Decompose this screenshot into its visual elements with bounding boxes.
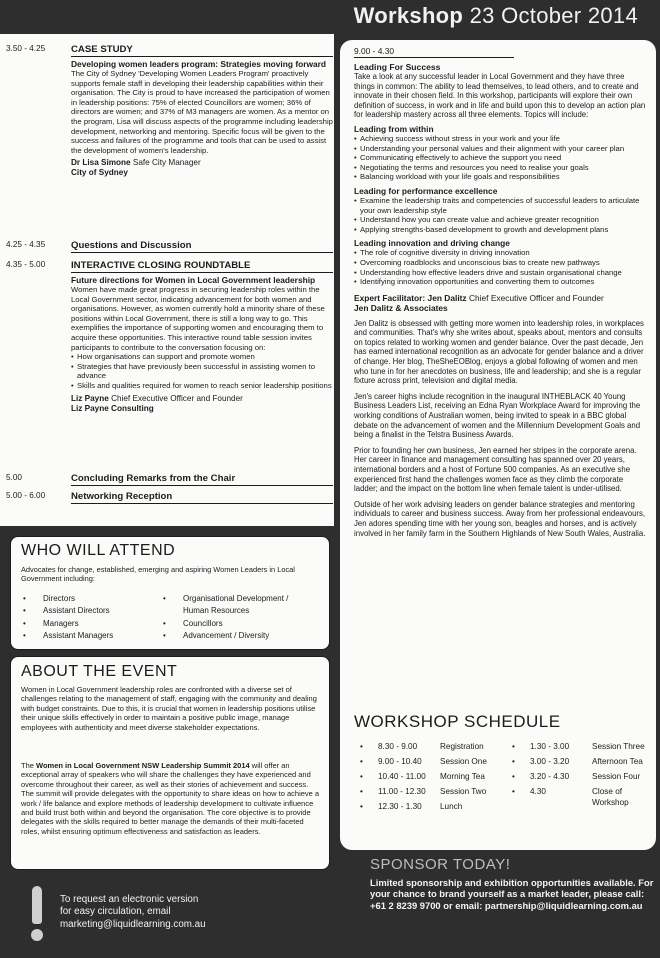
session-title: INTERACTIVE CLOSING ROUNDTABLE [71,260,333,273]
about-paragraph-2 [21,761,323,836]
schedule-time: 3.00 - 3.20 [530,757,570,766]
text-run: will offer an exceptional array of speakers who will share the challenges they have experienced and overcome throughout their career, as well as their stories of achievement and success. The summit will provide delegates with the opportunity to share ideas on how to achieve a work / life balance and explore methods of leadership development to cultivate influence and build trust both within and beyond the organisation. The core objective is to provide delegates with the skills required to better manage the demands of their multi-faceted roles, whilst ensuring optimum effectiveness and satisfaction as leaders. [21,761,320,836]
bullet: • [512,772,515,781]
attend-list-2 [161,593,288,643]
session-description: Women have made great progress in securing leadership roles within the Local Government sector, indicating advancement for both women and organisations. However, as women currently hold a minority share of these positions within Local Government, there is still a long way to go. This exemplifies the importance of supporting women and encouraging them to acquire these opportunities. This interactive round table session invites participants to contribute to the conversation focusing on: [71,285,325,352]
bio-paragraph: Outside of her work advising leaders on gender balance strategies and mentoring individuals to career and business success. Away from her professional endeavours, Jen adores spending time with her young son, beagles and horses, and is actively involved in her family farm in the Southern Highlands of New South Wales, Australia. [354,499,646,538]
topic-heading: Leading from within [354,123,434,134]
about-paragraph-1: Women in Local Government leadership roles are confronted with a diverse set of challenges relating to the management of staff, engaging with the community and dealing with budget constraints. Due to this, it is crucial that women in leadership positions utilise their unique skills effectively in order to maintain a positive public image, manage employees with authenticity and meet diverse stakeholder expectations. [21,685,317,732]
bullet: • [512,742,515,751]
sponsor-banner [370,856,658,911]
workshop-panel [340,40,656,850]
session-time: 5.00 [6,473,22,482]
list-item: • Assistant Managers [21,630,113,642]
who-will-attend-box [10,536,330,650]
session-time: 4.35 - 5.00 [6,260,46,269]
facilitator-name: Expert Facilitator: Jen Dalitz [354,292,467,303]
list-item-continued: Human Resources [183,606,250,616]
section-heading: ABOUT THE EVENT [21,663,178,680]
schedule-label: Workshop [592,798,629,807]
sponsor-heading: SPONSOR TODAY! [370,856,511,873]
speaker-role: Safe City Manager [132,158,201,168]
list-item: • Examine the leadership traits and competencies of successful leaders to articulate your own leadership style [354,196,646,215]
speaker [71,394,333,414]
schedule-time: 4.30 [530,787,546,796]
title-date: 23 October 2014 [469,3,638,28]
attend-intro: Advocates for change, established, emerging and aspiring Women Leaders in Local Government including: [21,565,295,584]
schedule-label: Session Two [440,787,487,796]
list-item: • Skills and qualities required for women to reach senior leadership positions [71,381,333,391]
left-agenda-panel [0,34,334,526]
schedule-label: Morning Tea [440,772,485,781]
speaker-role: Chief Executive Officer and Founder [111,393,243,403]
speaker-org: Liz Payne Consulting [71,403,154,413]
list-item: • Negotiating the terms and resources you need to realise your goals [354,163,646,173]
schedule-time: 3.20 - 4.30 [530,772,570,781]
bullet: • [360,772,363,781]
attend-list-1 [21,593,113,643]
bio-paragraph: Jen Dalitz is obsessed with getting more women into leadership roles, in workplaces and communities. That's why she writes about, speaks about, mentors and consults on topics related to working women and gender balance. Over the past decade, Jen has earned international recognition as an advocate for gender balance and a driver of change. Her blog, TheSheEOBlog, enjoys a global following of women and men who tune in for her anecdotes on business, life and leadership; and she is a regular fixture across print, television and digital media. [354,318,644,386]
topic-heading: Leading for performance excellence [354,185,498,196]
session-subtitle: Developing women leaders program: Strategies moving forward [71,59,327,69]
electronic-version-banner [0,876,334,958]
session-description: The City of Sydney 'Developing Women Leaders Program' proactively supports female staff in developing their leadership capabilities within their organisation. The City is proud to have increased the participation of women in leadership positions: 75% of elected Councillors are women; 36% of directors are women; and 37% of M3 managers are women. As a mentor on the program, Lisa will discuss aspects of the programme including leadership development, networking and mentoring. Specific focus will be given to the success and failures of the programme and tools that can be used to assist the development of women's leadership. [71,69,333,155]
session-time: 4.25 - 4.35 [6,240,46,249]
list-item: • Identifying innovation opportunities and converting them to outcomes [354,277,646,287]
list-item: • Organisational Development / [161,593,288,605]
bullet: • [360,757,363,766]
speaker-name: Dr Lisa Simone [71,158,131,168]
request-message [60,894,206,931]
list-item: • Applying strengths-based development to growth and development plans [354,225,646,235]
list-item: • Managers [21,618,113,630]
list-item: • Directors [21,593,113,605]
schedule-time: 12.30 - 1.30 [378,802,422,811]
speaker-org: City of Sydney [71,168,128,178]
list-item: • The role of cognitive diversity in driving innovation [354,248,646,258]
facilitator-role: Chief Executive Officer and Founder [468,292,604,303]
session-title: Questions and Discussion [71,240,333,253]
session-subtitle: Future directions for Women in Local Government leadership [71,275,316,285]
request-line: for easy circulation, email [60,906,171,918]
list-item: • Overcoming roadblocks and unconscious bias to create new pathways [354,258,646,268]
list-item: • Understand how you can create value and achieve greater recognition [354,215,646,225]
about-event-box [10,656,330,870]
schedule-label: Registration [440,742,484,751]
list-item: • Understanding your personal values and their alignment with your career plan [354,144,646,154]
schedule-label: Afternoon Tea [592,757,643,766]
session-time: 5.00 - 6.00 [6,491,46,500]
list-item: • Achieving success without stress in your work and your life [354,134,646,144]
workshop-heading: Leading For Success [354,62,441,72]
bullet: • [360,742,363,751]
session-title: Networking Reception [71,491,333,504]
list-item: • Strategies that have previously been successful in assisting women to advance [71,362,333,381]
schedule-time: 8.30 - 9.00 [378,742,418,751]
section-heading: WHO WILL ATTEND [21,542,176,559]
list-item: • Balancing workload with your life goals and responsibilities [354,172,646,182]
schedule-label: Session Four [592,772,641,781]
schedule-time: 11.00 - 12.30 [378,787,426,796]
schedule-label: Session One [440,757,487,766]
list-item: • Advancement / Diversity [161,630,288,642]
schedule-label: Close of [592,787,623,796]
list-item: • Communicating effectively to achieve the support you need [354,153,646,163]
bullet: • [360,802,363,811]
marketing-email-link[interactable]: marketing@liquidlearning.com.au [60,918,206,930]
workshop-time: 9.00 - 4.30 [354,46,514,58]
schedule-time: 9.00 - 10.40 [378,757,422,766]
schedule-label: Session Three [592,742,645,751]
schedule-label: Lunch [440,802,463,811]
speaker [71,158,333,178]
bullet: • [512,787,515,796]
bullet: • [512,757,515,766]
schedule-time: 10.40 - 11.00 [378,772,426,781]
bullet: • [360,787,363,796]
facilitator-org: Jen Dalitz & Associates [354,302,448,313]
list-item: • Understanding how effective leaders drive and sustain organisational change [354,268,646,278]
exclamation-icon [30,886,44,942]
list-item: • Councillors [161,618,288,630]
header-bar [0,0,660,34]
request-line: To request an electronic version [60,894,199,905]
list-item: • Assistant Directors [21,605,113,617]
bio-paragraph: Jen's career highs include recognition in the inaugural INTHEBLACK 40 Young Business Leaders List, receiving an Edna Ryan Workplace Award for improving the working conditions of Australian women, being invited to speak in a BBC global debate on the advancement of women and the Millennium Development Goals and being a finalist in the Telstra Business Awards. [354,391,641,440]
session-title: Concluding Remarks from the Chair [71,473,333,486]
workshop-schedule [354,712,646,846]
sponsor-text: Limited sponsorship and exhibition opportunities available. For your chance to brand yourself as a market leader, please call: +61 2 8239 9700 or email: partnership@liquidlearning.com.au [370,877,654,911]
session-title: CASE STUDY [71,44,333,57]
summit-name: Women in Local Government NSW Leadership Summit 2014 [36,761,250,770]
bio-paragraph: Prior to founding her own business, Jen earned her stripes in the corporate arena. Her career in finance and management consulting has spanned over 20 years, international borders and a host of Fortune 500 companies. As an executive she experienced first hand the challenges women face as they climb the corporate ladder; and the impact on the bottom line when female talent is under-utilised. [354,445,637,494]
speaker-name: Liz Payne [71,393,109,403]
schedule-time: 1.30 - 3.00 [530,742,570,751]
topic-heading: Leading innovation and driving change [354,238,510,249]
section-heading: WORKSHOP SCHEDULE [354,712,561,731]
list-item: • How organisations can support and promote women [71,352,333,362]
title-workshop: Workshop [353,3,464,28]
session-time: 3.50 - 4.25 [6,44,46,53]
workshop-intro: Take a look at any successful leader in Local Government and they have three things in common: The ability to lead themselves, to lead others, and to create and innovate in their chosen field. In this workshop, participants will explore their own definition of success, in work and in life and build upon this to develop an action plan for leadership mastery across all three elements. Topics will include: [354,72,646,120]
facilitator [354,293,646,313]
page-title [354,3,638,29]
text-run: The [21,761,37,770]
